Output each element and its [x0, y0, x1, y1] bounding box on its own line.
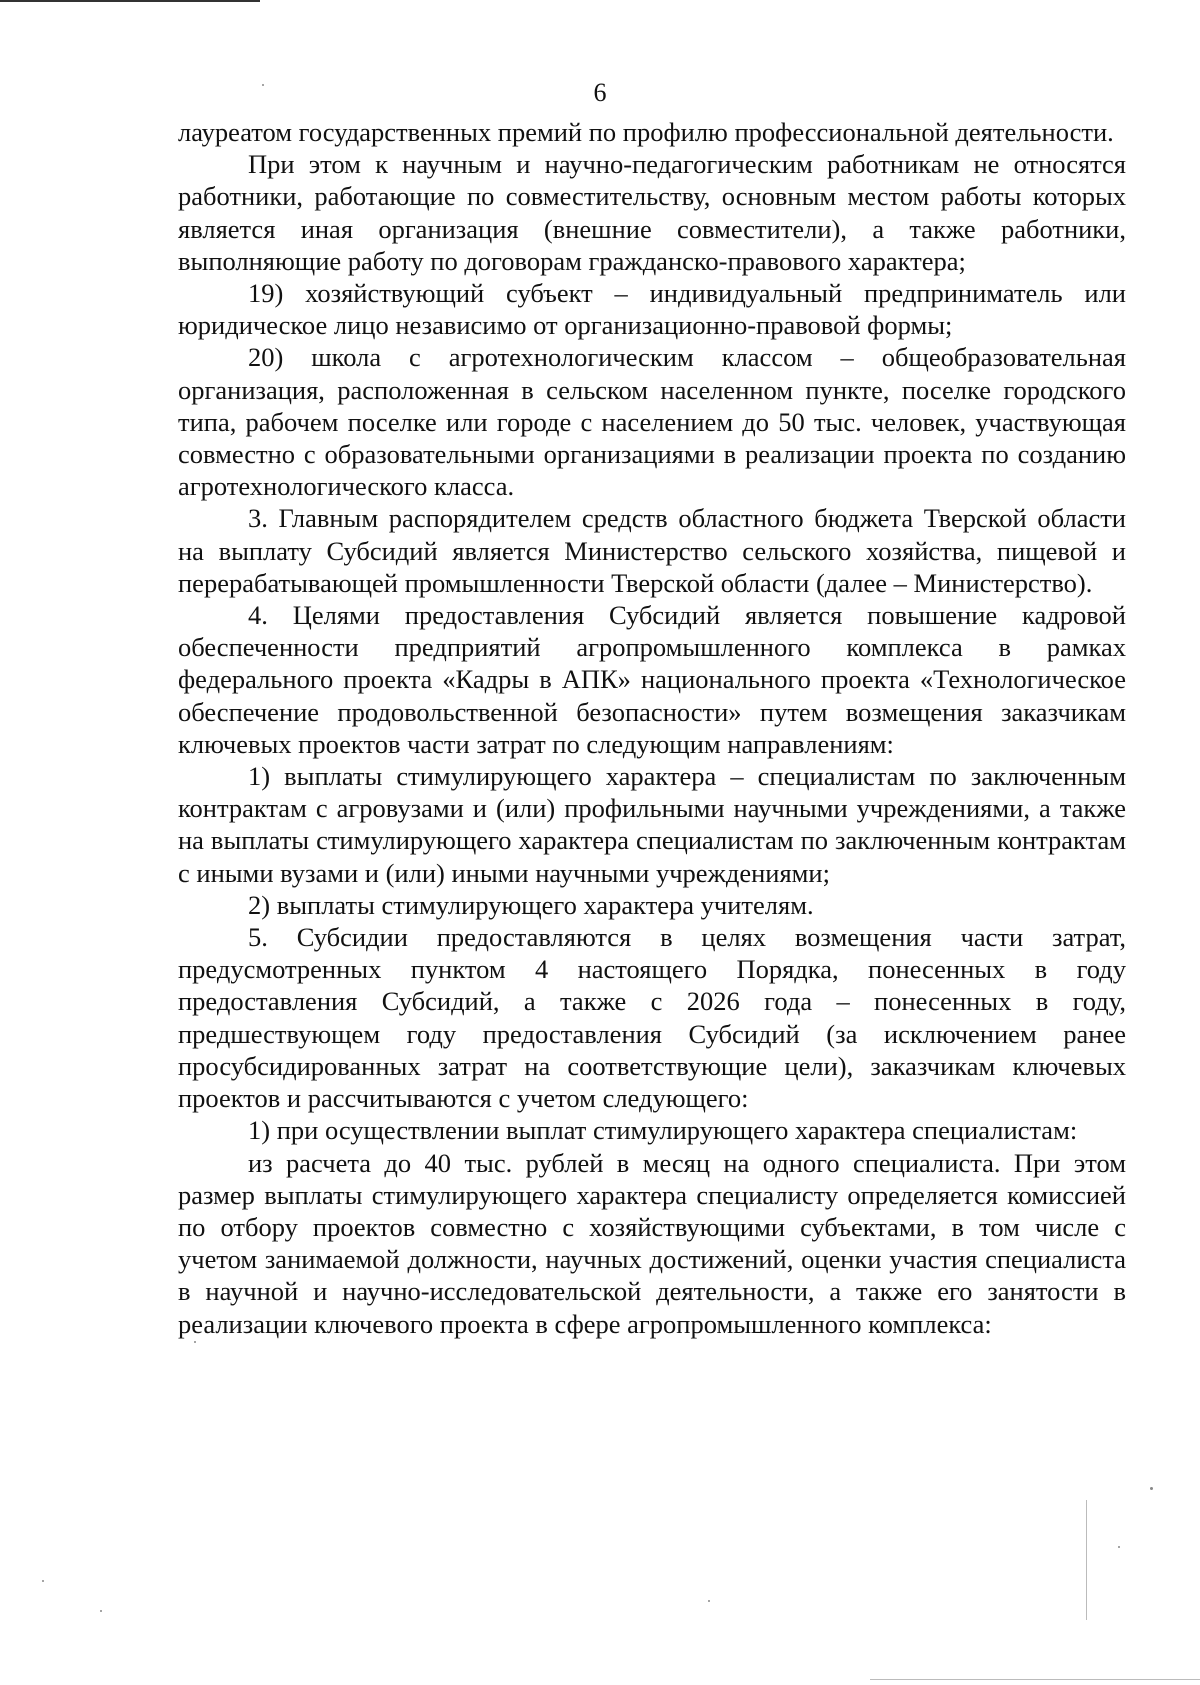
paragraph-clause-3: 3. Главным распорядителем средств областного бюджета Тверской области на выплату Субсидий является Министерство сельского хозяйства, пищевой и перерабатывающей промышленности Тверской области (далее – Министерство). [178, 503, 1126, 598]
scan-speck [262, 84, 264, 86]
scan-speck [194, 1341, 196, 1343]
paragraph-clause-5: 5. Субсидии предоставляются в целях возмещения части затрат, предусмотренных пунктом 4 настоящего Порядка, понесенных в году предоставления Субсидий, а также с 2026 года – понесенных в году, предшествующем году предоставления Субсидий (за исключением ранее просубсидированных затрат на соответствующие цели), заказчикам ключевых проектов и рассчитываются с учетом следующего: [178, 922, 1126, 1114]
paragraph-item-19: 19) хозяйствующий субъект – индивидуальный предприниматель или юридическое лицо независимо от организационно-правовой формы; [178, 278, 1126, 341]
paragraph-clause-4-item-2: 2) выплаты стимулирующего характера учителям. [248, 889, 814, 920]
scan-edge-mark [870, 1679, 1200, 1680]
scan-speck [1150, 1487, 1153, 1490]
scan-top-rule [0, 0, 260, 2]
paragraph-item-20: 20) школа с агротехнологическим классом – общеобразовательная организация, расположенная в сельском населенном пункте, поселке городского типа, рабочем поселке или городе с населением до 50 тыс. человек, участвующая совместно с образовательными организациями в реализации проекта по созданию агротехнологического класса. [178, 342, 1126, 502]
paragraph-payment-calculation: из расчета до 40 тыс. рублей в месяц на одного специалиста. При этом размер выплаты стимулирующего характера специалисту определяется комиссией по отбору проектов совместно с хозяйствующими субъектами, в том числе с учетом занимаемой должности, научных достижений, оценки участия специалиста в научной и научно-исследовательской деятельности, а также его занятости в реализации ключевого проекта в сфере агропромышленного комплекса: [178, 1147, 1126, 1339]
paragraph-external-workers: При этом к научным и научно-педагогическим работникам не относятся работники, работающие по совместительству, основным местом работы которых является иная организация (внешние совместители), а также работники, выполняющие работу по договорам гражданско-правового характера; [178, 149, 1126, 276]
paragraph-clause-5-item-1: 1) при осуществлении выплат стимулирующего характера специалистам: [248, 1115, 1078, 1146]
paragraph-clause-4-item-1: 1) выплаты стимулирующего характера – специалистам по заключенным контрактам с агровузами и (или) профильными научными учреждениями, а также на выплаты стимулирующего характера специалистам по заключенным контрактам с иными вузами и (или) иными научными учреждениями; [178, 761, 1126, 888]
page-number: 6 [593, 78, 607, 107]
paragraph-clause-4: 4. Целями предоставления Субсидий является повышение кадровой обеспеченности предприятий агропромышленного комплекса в рамках федерального проекта «Кадры в АПК» национального проекта «Технологическое обеспечение продовольственной безопасности» путем возмещения заказчикам ключевых проектов части затрат по следующим направлениям: [178, 600, 1126, 759]
scan-speck [708, 1600, 710, 1602]
scan-speck [100, 1610, 102, 1612]
scan-speck [1118, 1546, 1120, 1548]
scan-speck [42, 1580, 44, 1582]
document-body [178, 116, 1126, 1340]
paragraph-laureate-continuation: лауреатом государственных премий по профилю профессиональной деятельности. [178, 117, 1114, 147]
scan-edge-mark [1086, 1500, 1087, 1620]
